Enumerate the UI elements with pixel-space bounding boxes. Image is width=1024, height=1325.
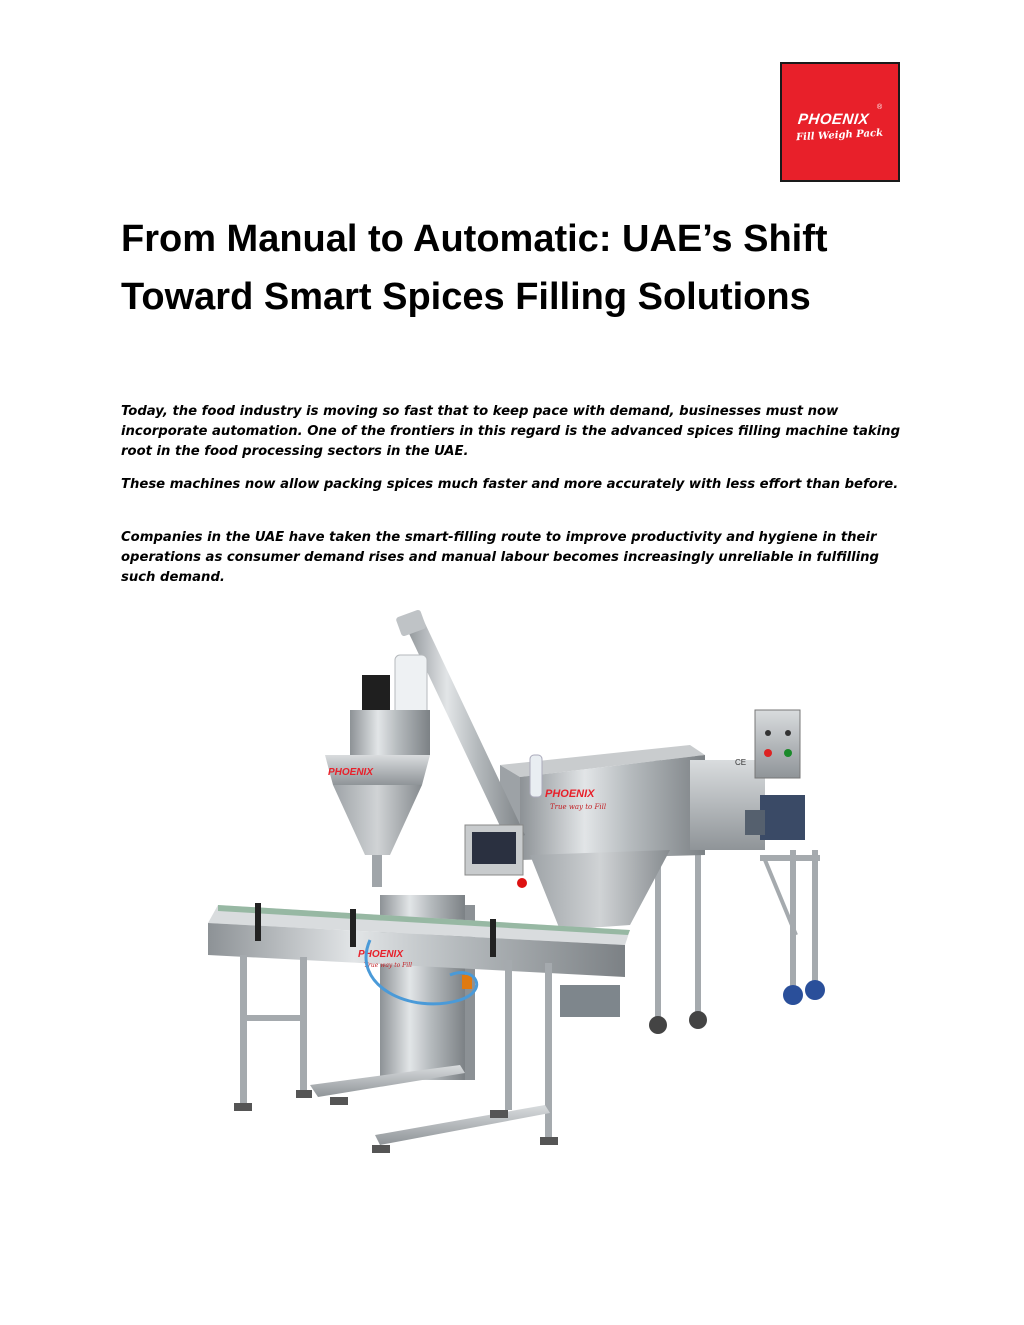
phoenix-logo — [780, 62, 900, 182]
caster-wheel — [649, 1016, 667, 1034]
leveling-foot — [372, 1145, 390, 1153]
conveyor-brand-tagline: True way to Fill — [364, 962, 413, 969]
bottle-guide — [255, 903, 261, 941]
mixer-motor — [760, 795, 805, 840]
article-paragraph-3: Companies in the UAE have taken the smart-filling route to improve productivity and hygiene in their operations as consumer demand rises and manual labour becomes increasingly unreliable in fulfilling such demand. — [121, 530, 879, 585]
mixer-brand-label: PHOENIX — [545, 788, 595, 800]
logo-registered-mark: ® — [877, 104, 883, 111]
conveyor-brand-label: PHOENIX — [358, 949, 404, 960]
caster-wheel — [689, 1011, 707, 1029]
auger-filler — [325, 655, 430, 887]
bottle-guide — [350, 909, 356, 947]
leveling-foot — [490, 1110, 508, 1118]
servo-motor — [362, 675, 390, 711]
leveling-foot — [234, 1103, 252, 1111]
logo-brand-text: PHOENIX — [797, 111, 870, 128]
conveyor-motor — [560, 985, 620, 1017]
bottle-guide — [490, 919, 496, 957]
article-title: From Manual to Automatic: UAE’s Shift Toward Smart Spices Filling Solutions — [121, 218, 828, 318]
mixer-brand-tagline: True way to Fill — [550, 803, 607, 811]
spices-filling-machine-image — [200, 605, 840, 1190]
leveling-foot — [330, 1097, 348, 1105]
filler-brand-label: PHOENIX — [328, 767, 374, 778]
leveling-foot — [540, 1137, 558, 1145]
article-paragraph-1: Today, the food industry is moving so fast that to keep pace with demand, businesses must now incorporate automation. One of the frontiers in this regard is the advanced spices filling machine taking root in the food processing sectors in the UAE. — [121, 404, 901, 459]
caster-wheel — [783, 985, 803, 1005]
ce-mark: CE — [735, 758, 747, 767]
caster-wheel — [805, 980, 825, 1000]
logo-tagline: Fill Weigh Pack — [795, 127, 884, 144]
article-paragraph-2: These machines now allow packing spices much faster and more accurately with less effort than before. — [121, 477, 899, 492]
leveling-foot — [296, 1090, 312, 1098]
hmi-touch-screen — [465, 825, 527, 888]
